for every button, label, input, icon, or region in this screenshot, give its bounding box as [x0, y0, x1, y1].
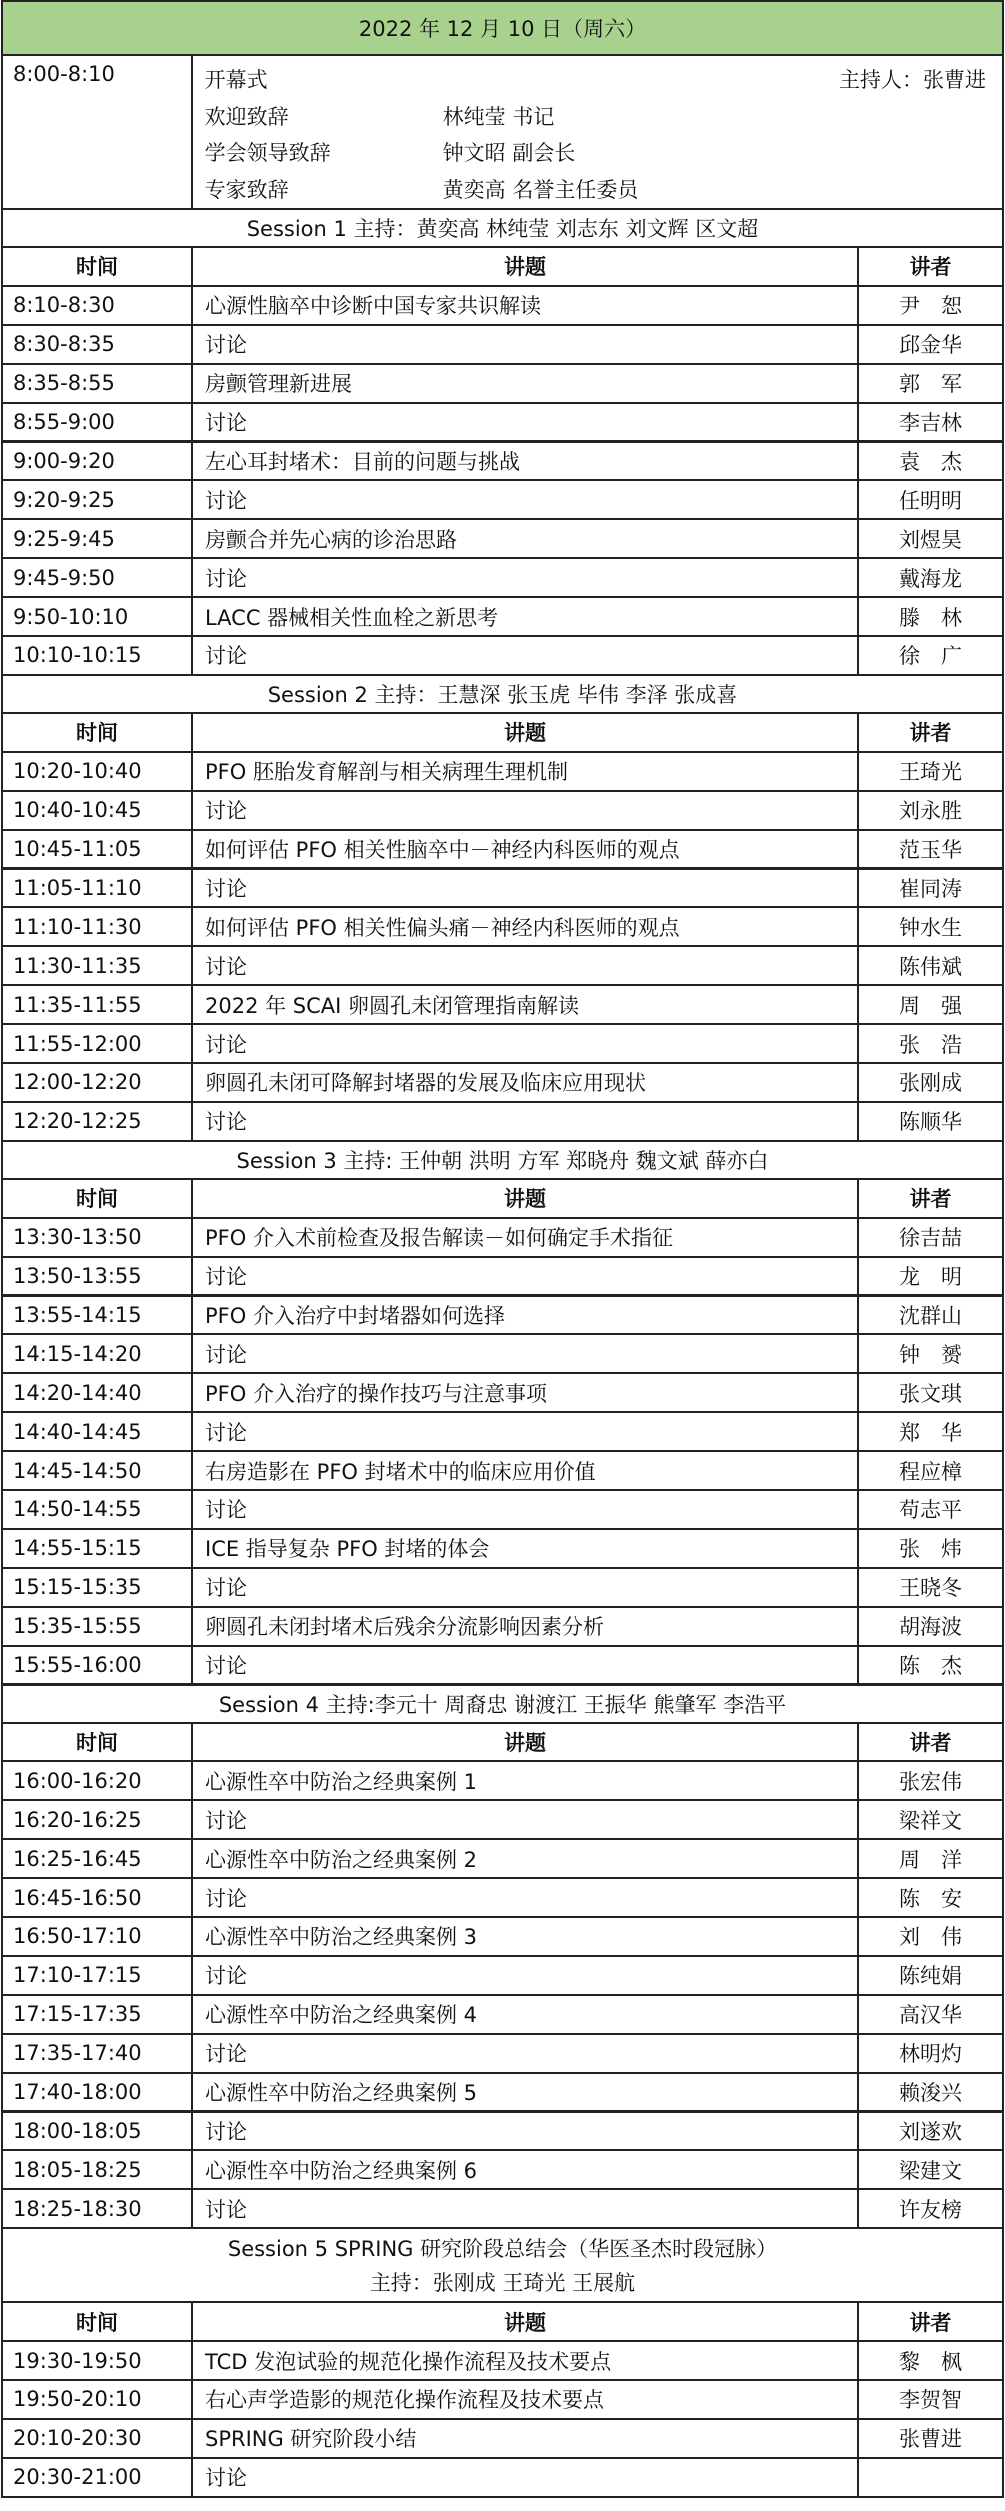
- row-time: 16:45-16:50: [3, 1879, 193, 1916]
- row-speaker: 尹 恕: [899, 294, 962, 319]
- row-topic: LACC 器械相关性血栓之新思考: [193, 598, 859, 635]
- row-topic: PFO 介入术前检查及报告解读－如何确定手术指征: [193, 1219, 859, 1256]
- row-time: 17:40-18:00: [3, 2074, 193, 2111]
- row-speaker: 张曹进: [899, 2427, 962, 2452]
- row-time: 8:30-8:35: [3, 326, 193, 363]
- row-topic: PFO 胚胎发育解剖与相关病理生理机制: [193, 753, 859, 790]
- table-header-row: [1, 1178, 1004, 1219]
- table-row: [1, 1567, 1004, 1608]
- row-speaker: 胡海波: [899, 1615, 962, 1640]
- row-topic: 讨论: [193, 792, 859, 829]
- row-time: 10:40-10:45: [3, 792, 193, 829]
- row-speaker: 沈群山: [899, 1303, 962, 1328]
- session-moderators-text: 主持：张刚成 王琦光 王展航: [369, 2271, 636, 2296]
- header-speaker: 讲者: [909, 721, 952, 746]
- row-time: 17:10-17:15: [3, 1957, 193, 1994]
- session-heading-text: Session 3 主持: 王仲朝 洪明 方军 郑晓舟 魏文斌 薛亦白: [236, 1148, 769, 1173]
- row-time: 11:10-11:30: [3, 908, 193, 945]
- row-speaker: 刘煜昊: [899, 527, 962, 552]
- row-speaker: 程应樟: [899, 1459, 962, 1484]
- row-topic: 2022 年 SCAI 卵圆孔未闭管理指南解读: [193, 986, 859, 1023]
- row-topic: 讨论: [193, 1647, 859, 1684]
- header-time: 时间: [3, 1180, 193, 1217]
- row-topic: 心源性脑卒中诊断中国专家共识解读: [193, 287, 859, 324]
- table-row: [1, 868, 1004, 909]
- table-row: [1, 1062, 1004, 1103]
- row-speaker: 刘永胜: [899, 799, 962, 824]
- row-topic: 讨论: [193, 559, 859, 596]
- row-time: 8:10-8:30: [3, 287, 193, 324]
- header-time: 时间: [3, 248, 193, 285]
- row-time: 18:05-18:25: [3, 2151, 193, 2188]
- row-topic: 讨论: [193, 404, 859, 441]
- row-topic: 讨论: [193, 1801, 859, 1838]
- table-row: [1, 402, 1004, 443]
- row-topic: PFO 介入治疗中封堵器如何选择: [193, 1297, 859, 1334]
- table-row: [1, 1916, 1004, 1957]
- table-row: [1, 1760, 1004, 1801]
- table-row: [1, 1994, 1004, 2035]
- row-time: 18:00-18:05: [3, 2113, 193, 2150]
- session-heading-text: Session 4 主持:李元十 周裔忠 谢渡江 王振华 熊肇军 李浩平: [218, 1692, 787, 1717]
- row-time: 16:50-17:10: [3, 1918, 193, 1955]
- row-speaker: 梁建文: [899, 2158, 962, 2183]
- row-time: 14:55-15:15: [3, 1530, 193, 1567]
- row-topic: 讨论: [193, 637, 859, 674]
- row-topic: 讨论: [193, 481, 859, 518]
- row-topic: 如何评估 PFO 相关性脑卒中－神经内科医师的观点: [193, 831, 859, 868]
- row-topic: TCD 发泡试验的规范化操作流程及技术要点: [193, 2342, 859, 2379]
- row-time: 15:15-15:35: [3, 1569, 193, 1606]
- row-topic: 如何评估 PFO 相关性偏头痛－神经内科医师的观点: [193, 908, 859, 945]
- table-row: [1, 363, 1004, 404]
- row-speaker: 陈 杰: [899, 1654, 962, 1679]
- opening-speech-label: 学会领导致辞: [204, 141, 331, 165]
- row-topic: PFO 介入治疗的操作技巧与注意事项: [193, 1374, 859, 1411]
- table-row: [1, 945, 1004, 986]
- opening-content: [193, 56, 1002, 208]
- table-row: [1, 1333, 1004, 1374]
- row-speaker: 王晓冬: [899, 1576, 962, 1601]
- row-time: 20:10-20:30: [3, 2420, 193, 2457]
- row-topic: ICE 指导复杂 PFO 封堵的体会: [193, 1530, 859, 1567]
- row-topic: 讨论: [193, 1335, 859, 1372]
- row-speaker: 崔同涛: [899, 876, 962, 901]
- row-topic: 心源性卒中防治之经典案例 4: [193, 1996, 859, 2033]
- table-row: [1, 2457, 1004, 2498]
- session-heading-text: Session 1 主持：黄奕高 林纯莹 刘志东 刘文辉 区文超: [246, 217, 759, 241]
- row-topic: 心源性卒中防治之经典案例 5: [193, 2074, 859, 2111]
- table-row: [1, 2340, 1004, 2381]
- table-row: [1, 1450, 1004, 1491]
- agenda-date-title: 2022 年 12 月 10 日（周六）: [1, 0, 1004, 56]
- row-time: 16:25-16:45: [3, 1840, 193, 1877]
- row-time: 16:00-16:20: [3, 1762, 193, 1799]
- table-row: [1, 1877, 1004, 1918]
- row-topic: SPRING 研究阶段小结: [193, 2420, 859, 2457]
- table-row: [1, 635, 1004, 676]
- row-time: 9:50-10:10: [3, 598, 193, 635]
- row-speaker: 张 浩: [899, 1032, 962, 1057]
- row-time: 11:55-12:00: [3, 1025, 193, 1062]
- row-time: 13:55-14:15: [3, 1297, 193, 1334]
- row-topic: 讨论: [193, 1103, 859, 1140]
- table-row: [1, 2379, 1004, 2420]
- row-time: 10:45-11:05: [3, 831, 193, 868]
- table-row: [1, 2111, 1004, 2152]
- header-time: 时间: [3, 1724, 193, 1761]
- row-topic: 讨论: [193, 1413, 859, 1450]
- session-heading: [1, 1684, 1004, 1724]
- row-topic: 讨论: [193, 1258, 859, 1295]
- row-speaker: 陈纯娟: [899, 1964, 962, 1989]
- row-topic: 讨论: [193, 2190, 859, 2227]
- row-speaker: 周 强: [899, 993, 962, 1018]
- row-time: 15:55-16:00: [3, 1647, 193, 1684]
- row-topic: 卵圆孔未闭可降解封堵器的发展及临床应用现状: [193, 1064, 859, 1101]
- row-topic: 房颤合并先心病的诊治思路: [193, 520, 859, 557]
- row-time: 9:00-9:20: [3, 443, 193, 480]
- session-heading-text: Session 5 SPRING 研究阶段总结会（华医圣杰时段冠脉）: [227, 2237, 778, 2262]
- table-row: [1, 1217, 1004, 1258]
- session-heading: [1, 674, 1004, 714]
- table-row: [1, 285, 1004, 326]
- table-row: [1, 1606, 1004, 1647]
- row-time: 12:00-12:20: [3, 1064, 193, 1101]
- row-time: 9:45-9:50: [3, 559, 193, 596]
- header-speaker: 讲者: [909, 255, 952, 280]
- row-time: 11:05-11:10: [3, 870, 193, 907]
- row-speaker: 郭 军: [899, 372, 962, 397]
- row-speaker: 张文琪: [899, 1381, 962, 1406]
- row-topic: 讨论: [193, 1025, 859, 1062]
- row-time: 13:50-13:55: [3, 1258, 193, 1295]
- row-time: 10:10-10:15: [3, 637, 193, 674]
- table-row: [1, 441, 1004, 482]
- row-speaker: 高汉华: [899, 2003, 962, 2028]
- row-time: 20:30-21:00: [3, 2459, 193, 2496]
- table-row: [1, 1101, 1004, 1142]
- header-time: 时间: [3, 714, 193, 751]
- table-row: [1, 596, 1004, 637]
- row-speaker: 张宏伟: [899, 1769, 962, 1794]
- row-time: 11:35-11:55: [3, 986, 193, 1023]
- row-topic: 讨论: [193, 1879, 859, 1916]
- row-speaker: 徐吉喆: [899, 1226, 962, 1251]
- row-topic: 讨论: [193, 1491, 859, 1528]
- table-row: [1, 1528, 1004, 1569]
- opening-speech-person: 林纯莹 书记: [442, 104, 555, 129]
- row-speaker: 刘 伟: [899, 1925, 962, 1950]
- row-speaker: 梁祥文: [899, 1808, 962, 1833]
- row-time: 14:40-14:45: [3, 1413, 193, 1450]
- row-speaker: 李贺智: [899, 2388, 962, 2413]
- table-row: [1, 2418, 1004, 2459]
- row-speaker: 陈伟斌: [899, 954, 962, 979]
- row-time: 14:45-14:50: [3, 1452, 193, 1489]
- row-topic: 左心耳封堵术：目前的问题与挑战: [193, 443, 859, 480]
- row-topic: 讨论: [193, 2459, 859, 2496]
- row-topic: 右心声学造影的规范化操作流程及技术要点: [193, 2381, 859, 2418]
- table-row: [1, 557, 1004, 598]
- header-topic: 讲题: [193, 714, 859, 751]
- row-speaker: 苟志平: [899, 1498, 962, 1523]
- row-speaker: 李吉林: [899, 411, 962, 436]
- session-heading-text: Session 2 主持：王慧深 张玉虎 毕伟 李泽 张成喜: [267, 682, 738, 707]
- opening-ceremony-block: [1, 54, 1004, 210]
- table-header-row: [1, 2301, 1004, 2342]
- row-speaker: 赖浚兴: [899, 2081, 962, 2106]
- row-time: 11:30-11:35: [3, 947, 193, 984]
- table-row: [1, 1645, 1004, 1686]
- table-row: [1, 1955, 1004, 1996]
- row-speaker: 龙 明: [899, 1265, 962, 1290]
- row-speaker: 张刚成: [899, 1071, 962, 1096]
- row-topic: 讨论: [193, 870, 859, 907]
- row-time: 16:20-16:25: [3, 1801, 193, 1838]
- table-header-row: [1, 1722, 1004, 1763]
- table-row: [1, 1411, 1004, 1452]
- row-time: 15:35-15:55: [3, 1608, 193, 1645]
- row-topic: 房颤管理新进展: [193, 365, 859, 402]
- row-time: 14:20-14:40: [3, 1374, 193, 1411]
- table-row: [1, 2188, 1004, 2229]
- row-speaker: 王琦光: [899, 760, 962, 785]
- table-row: [1, 829, 1004, 870]
- header-speaker: 讲者: [909, 2310, 952, 2335]
- row-time: 13:30-13:50: [3, 1219, 193, 1256]
- row-time: 18:25-18:30: [3, 2190, 193, 2227]
- row-time: 17:15-17:35: [3, 1996, 193, 2033]
- opening-speech-label: 专家致辞: [204, 177, 289, 202]
- row-speaker: 郑 华: [899, 1420, 962, 1445]
- row-speaker: 袁 杰: [899, 449, 962, 474]
- header-topic: 讲题: [193, 1724, 859, 1761]
- row-speaker: 张 炜: [899, 1537, 962, 1562]
- row-time: 10:20-10:40: [3, 753, 193, 790]
- header-topic: 讲题: [193, 2303, 859, 2340]
- row-topic: 讨论: [193, 1569, 859, 1606]
- table-row: [1, 479, 1004, 520]
- row-time: 19:30-19:50: [3, 2342, 193, 2379]
- row-topic: 右房造影在 PFO 封堵术中的临床应用价值: [193, 1452, 859, 1489]
- row-time: 17:35-17:40: [3, 2035, 193, 2072]
- row-time: 14:15-14:20: [3, 1335, 193, 1372]
- opening-title: 开幕式: [204, 68, 268, 92]
- row-speaker: 刘遂欢: [899, 2119, 962, 2144]
- table-row: [1, 790, 1004, 831]
- row-speaker: 许友榜: [899, 2197, 962, 2222]
- row-speaker: 钟 赟: [899, 1342, 962, 1367]
- row-speaker: 戴海龙: [899, 566, 962, 591]
- table-row: [1, 2072, 1004, 2113]
- opening-speech-person: 黄奕高 名誉主任委员: [442, 177, 639, 202]
- row-speaker: 徐 广: [899, 644, 962, 669]
- table-row: [1, 2033, 1004, 2074]
- opening-speech-label: 欢迎致辞: [204, 104, 289, 129]
- table-header-row: [1, 246, 1004, 287]
- header-speaker: 讲者: [909, 1730, 952, 1755]
- row-topic: 心源性卒中防治之经典案例 6: [193, 2151, 859, 2188]
- header-topic: 讲题: [193, 248, 859, 285]
- header-topic: 讲题: [193, 1180, 859, 1217]
- row-time: 8:55-9:00: [3, 404, 193, 441]
- row-topic: 心源性卒中防治之经典案例 1: [193, 1762, 859, 1799]
- table-row: [1, 906, 1004, 947]
- table-row: [1, 751, 1004, 792]
- row-topic: 讨论: [193, 2035, 859, 2072]
- opening-speech-person: 钟文昭 副会长: [442, 141, 576, 165]
- row-speaker: 周 洋: [899, 1847, 962, 1872]
- opening-host: 主持人：张曹进: [839, 68, 986, 92]
- table-row: [1, 984, 1004, 1025]
- row-speaker: 林明灼: [899, 2042, 962, 2067]
- table-row: [1, 1489, 1004, 1530]
- row-time: 12:20-12:25: [3, 1103, 193, 1140]
- opening-time: 8:00-8:10: [3, 56, 193, 208]
- row-speaker: 黎 枫: [899, 2349, 962, 2374]
- row-speaker: 滕 林: [899, 605, 962, 630]
- row-time: 9:25-9:45: [3, 520, 193, 557]
- row-time: 19:50-20:10: [3, 2381, 193, 2418]
- row-speaker: 钟水生: [899, 915, 962, 940]
- session-heading: [1, 2227, 1004, 2303]
- row-time: 8:35-8:55: [3, 365, 193, 402]
- row-speaker: 陈顺华: [899, 1110, 962, 1135]
- row-speaker: 范玉华: [899, 838, 962, 863]
- row-speaker: 陈 安: [899, 1886, 962, 1911]
- table-row: [1, 1295, 1004, 1336]
- table-row: [1, 2149, 1004, 2190]
- session-heading: [1, 1140, 1004, 1180]
- row-time: 9:20-9:25: [3, 481, 193, 518]
- table-row: [1, 324, 1004, 365]
- table-row: [1, 1372, 1004, 1413]
- row-topic: 讨论: [193, 1957, 859, 1994]
- row-time: 14:50-14:55: [3, 1491, 193, 1528]
- table-header-row: [1, 712, 1004, 753]
- row-topic: 心源性卒中防治之经典案例 3: [193, 1918, 859, 1955]
- row-speaker: [859, 2459, 1002, 2496]
- row-speaker: 邱金华: [899, 333, 962, 358]
- table-row: [1, 1256, 1004, 1297]
- table-row: [1, 1799, 1004, 1840]
- row-topic: 卵圆孔未闭封堵术后残余分流影响因素分析: [193, 1608, 859, 1645]
- row-topic: 讨论: [193, 947, 859, 984]
- row-topic: 讨论: [193, 326, 859, 363]
- row-speaker: 任明明: [899, 488, 962, 513]
- header-time: 时间: [3, 2303, 193, 2340]
- row-topic: 讨论: [193, 2113, 859, 2150]
- table-row: [1, 1838, 1004, 1879]
- table-row: [1, 518, 1004, 559]
- table-row: [1, 1023, 1004, 1064]
- session-heading: [1, 208, 1004, 248]
- row-topic: 心源性卒中防治之经典案例 2: [193, 1840, 859, 1877]
- header-speaker: 讲者: [909, 1187, 952, 1212]
